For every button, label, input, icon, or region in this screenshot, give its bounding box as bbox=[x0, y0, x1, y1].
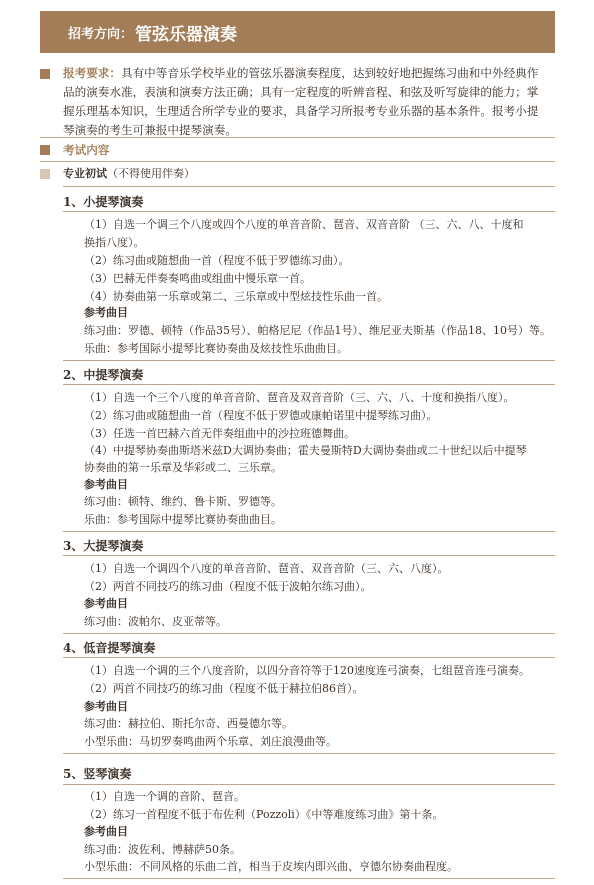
ref-label: 参考曲目 bbox=[84, 597, 128, 610]
list-item: 换指八度）。 bbox=[84, 236, 145, 249]
ref-item: 练习曲：罗德、顿特（作品35号）、帕格尼尼（作品1号）、维尼亚夫斯基（作品18、10号）等。 bbox=[84, 324, 551, 337]
list-item: （1）自选一个调的三个八度音阶，以四分音符等于120速度连弓演奏，七组琶音连弓演奏。 bbox=[84, 664, 530, 677]
ref-label: 参考曲目 bbox=[84, 478, 128, 491]
divider bbox=[63, 878, 555, 879]
divider bbox=[40, 137, 555, 138]
section-title: 2、中提琴演奏 bbox=[63, 368, 144, 382]
prelim-heading bbox=[63, 166, 195, 182]
requirements-text: 具有中等音乐学校毕业的管弦乐器演奏程度，达到较好地把握练习曲和中外经典作品的演奏水准，表演和演奏方法正确；具有一定程度的听辨音程、和弦及听写旋律的能力；掌握乐理基本知识，生理适合所学专业的要求，具备学习所报考专业乐器的基本条件。报考小提琴演奏的考生可兼报中提琴演奏。 bbox=[63, 66, 539, 137]
list-item: （4）协奏曲第一乐章或第二、三乐章或中型炫技性乐曲一首。 bbox=[84, 290, 388, 303]
divider bbox=[63, 784, 555, 785]
divider bbox=[63, 657, 555, 658]
section-title: 3、大提琴演奏 bbox=[63, 539, 144, 553]
divider bbox=[63, 211, 555, 212]
divider bbox=[63, 753, 555, 754]
list-item: 协奏曲的第一乐章及华彩或二、三乐章。 bbox=[84, 461, 282, 474]
divider bbox=[63, 360, 555, 361]
section-title: 1、小提琴演奏 bbox=[63, 195, 144, 209]
prelim-label: 专业初试 bbox=[63, 167, 107, 180]
section-title: 4、低音提琴演奏 bbox=[63, 641, 156, 655]
divider bbox=[63, 633, 555, 634]
ref-item: 练习曲：波帕尔、皮亚蒂等。 bbox=[84, 615, 227, 628]
list-item: （3）任选一首巴赫六首无伴奏组曲中的沙拉班德舞曲。 bbox=[84, 427, 355, 440]
ref-label: 参考曲目 bbox=[84, 700, 128, 713]
exam-content-heading: 考试内容 bbox=[63, 143, 110, 157]
list-item: （2）练习曲或随想曲一首（程度不低于罗德练习曲）。 bbox=[84, 254, 350, 267]
requirements-label: 报考要求： bbox=[63, 66, 121, 80]
list-item: （2）练习一首程度不低于布佐利（Pozzoli）《中等难度练习曲》第十条。 bbox=[84, 808, 444, 821]
divider bbox=[63, 531, 555, 532]
list-item: （2）两首不同技巧的练习曲（程度不低于赫拉伯86首）。 bbox=[84, 682, 364, 695]
bullet-square bbox=[40, 69, 50, 79]
page-header bbox=[40, 11, 555, 53]
section-title: 5、竖琴演奏 bbox=[63, 767, 132, 781]
list-item: （1）自选一个调四个八度的单音音阶、琶音、双音音阶（三、六、八度）。 bbox=[84, 562, 449, 575]
ref-item: 乐曲：参考国际中提琴比赛协奏曲曲目。 bbox=[84, 513, 282, 526]
divider bbox=[63, 555, 555, 556]
prelim-note: （不得使用伴奏） bbox=[107, 167, 195, 180]
header-title: 管弦乐器演奏 bbox=[135, 24, 238, 45]
bullet-square bbox=[40, 169, 50, 179]
list-item: （3）巴赫无伴奏奏鸣曲或组曲中慢乐章一首。 bbox=[84, 272, 311, 285]
list-item: （1）自选一个调三个八度或四个八度的单音音阶、琶音、双音音阶 （三、六、八、十度和 bbox=[84, 218, 524, 231]
ref-item: 练习曲：赫拉伯、斯托尔奇、西曼德尔等。 bbox=[84, 717, 293, 730]
divider bbox=[40, 161, 555, 162]
ref-item: 小型乐曲：马切罗奏鸣曲两个乐章、刘庄浪漫曲等。 bbox=[84, 735, 337, 748]
requirements-paragraph bbox=[63, 64, 541, 140]
divider bbox=[63, 186, 555, 187]
ref-item: 练习曲：波佐利、博赫萨50条。 bbox=[84, 843, 241, 856]
ref-item: 小型乐曲：不同风格的乐曲二首，相当于皮埃内即兴曲、亨德尔协奏曲程度。 bbox=[84, 860, 458, 873]
ref-label: 参考曲目 bbox=[84, 306, 128, 319]
list-item: （1）自选一个调的音阶、琶音。 bbox=[84, 790, 245, 803]
divider bbox=[63, 384, 555, 385]
list-item: （4）中提琴协奏曲斯塔米兹D大调协奏曲；霍夫曼斯特D大调协奏曲或二十世纪以后中提琴 bbox=[84, 444, 527, 457]
bullet-square bbox=[40, 145, 50, 155]
list-item: （2）两首不同技巧的练习曲（程度不低于波帕尔练习曲）。 bbox=[84, 580, 372, 593]
list-item: （2）练习曲或随想曲一首（程度不低于罗德或康帕诺里中提琴练习曲）。 bbox=[84, 409, 438, 422]
ref-item: 乐曲：参考国际小提琴比赛协奏曲及炫技性乐曲曲目。 bbox=[84, 342, 348, 355]
ref-item: 练习曲：顿特、维约、鲁卡斯、罗德等。 bbox=[84, 495, 282, 508]
ref-label: 参考曲目 bbox=[84, 825, 128, 838]
header-label: 招考方向： bbox=[68, 26, 134, 42]
list-item: （1）自选一个三个八度的单音音阶、琶音及双音音阶（三、六、八、十度和换指八度）。 bbox=[84, 391, 515, 404]
